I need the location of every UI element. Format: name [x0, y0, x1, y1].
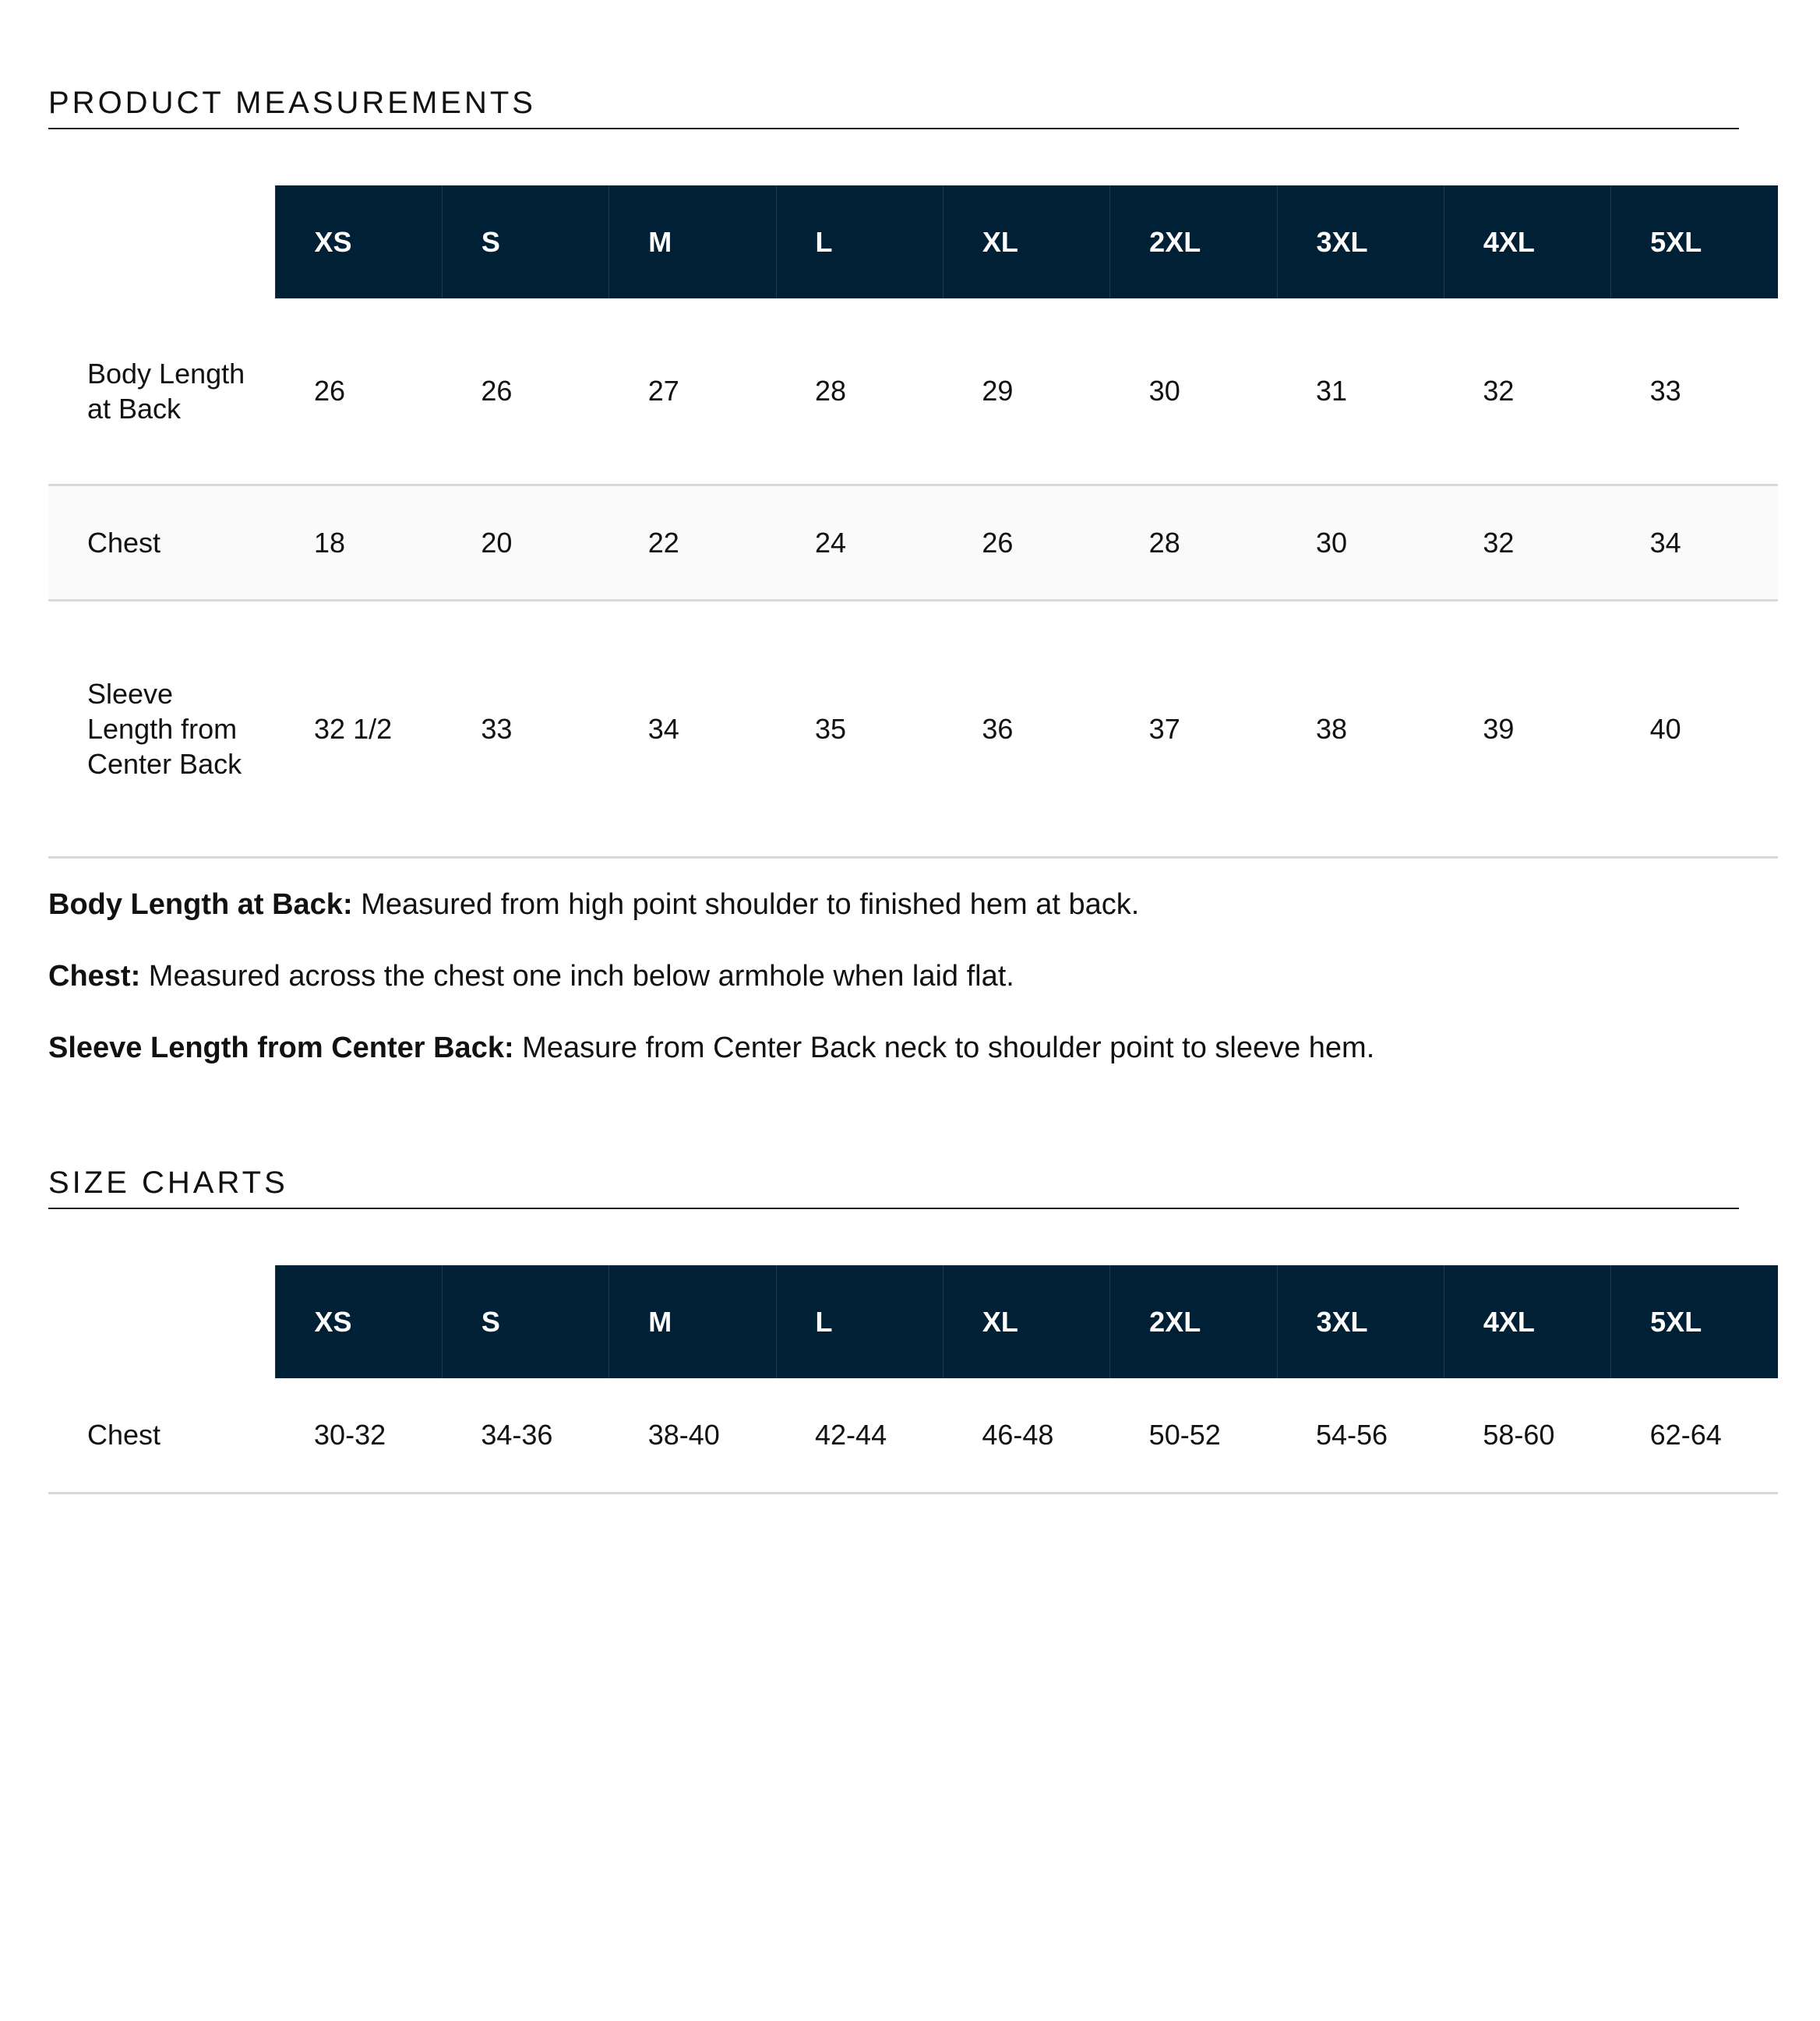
note-text: Measured from high point shoulder to finished hem at back. — [352, 888, 1140, 921]
measurements-header-row — [48, 185, 1778, 298]
table-cell: 54-56 — [1277, 1378, 1444, 1493]
table-cell: 34-36 — [442, 1378, 608, 1493]
size-header: M — [609, 1265, 776, 1378]
size-chart-table — [48, 1265, 1778, 1494]
table-row — [48, 1378, 1778, 1493]
table-cell: 42-44 — [776, 1378, 943, 1493]
note-term: Sleeve Length from Center Back: — [48, 1032, 514, 1064]
note-chest — [48, 958, 1762, 994]
note-term: Chest: — [48, 960, 141, 993]
table-row — [48, 298, 1778, 485]
size-chart-header-row — [48, 1265, 1778, 1378]
measurements-title: PRODUCT MEASUREMENTS — [48, 84, 1739, 129]
table-cell: 30 — [1277, 485, 1444, 600]
size-header: 3XL — [1277, 185, 1444, 298]
row-label: Sleeve Length from Center Back — [48, 600, 275, 857]
size-header: L — [776, 185, 943, 298]
size-header: 2XL — [1110, 1265, 1277, 1378]
note-text: Measured across the chest one inch below armhole when laid flat. — [140, 960, 1014, 993]
size-header: 2XL — [1110, 185, 1277, 298]
note-term: Body Length at Back: — [48, 888, 353, 921]
size-charts-title: SIZE CHARTS — [48, 1164, 1739, 1209]
table-cell: 34 — [609, 600, 776, 857]
note-body-length — [48, 887, 1762, 922]
size-header: XL — [943, 185, 1109, 298]
table-cell: 33 — [442, 600, 608, 857]
table-cell: 26 — [275, 298, 442, 485]
table-cell: 58-60 — [1444, 1378, 1610, 1493]
table-row — [48, 600, 1778, 857]
size-header: 5XL — [1611, 185, 1778, 298]
note-sleeve-length — [48, 1030, 1762, 1066]
size-header: S — [442, 185, 608, 298]
table-cell: 32 1/2 — [275, 600, 442, 857]
table-cell: 34 — [1611, 485, 1778, 600]
table-cell: 29 — [943, 298, 1109, 485]
header-blank-cell — [48, 1265, 275, 1378]
size-header: 4XL — [1444, 185, 1610, 298]
table-cell: 46-48 — [943, 1378, 1109, 1493]
table-cell: 33 — [1611, 298, 1778, 485]
size-header: L — [776, 1265, 943, 1378]
table-cell: 26 — [442, 298, 608, 485]
table-cell: 28 — [1110, 485, 1277, 600]
measurement-notes — [48, 887, 1762, 1102]
size-header: 5XL — [1611, 1265, 1778, 1378]
table-cell: 31 — [1277, 298, 1444, 485]
table-cell: 24 — [776, 485, 943, 600]
table-cell: 28 — [776, 298, 943, 485]
size-header: 3XL — [1277, 1265, 1444, 1378]
table-cell: 35 — [776, 600, 943, 857]
table-cell: 30 — [1110, 298, 1277, 485]
table-cell: 37 — [1110, 600, 1277, 857]
table-cell: 27 — [609, 298, 776, 485]
note-text: Measure from Center Back neck to shoulder point to sleeve hem. — [513, 1032, 1375, 1064]
table-cell: 39 — [1444, 600, 1610, 857]
row-label: Chest — [48, 1378, 275, 1493]
table-cell: 30-32 — [275, 1378, 442, 1493]
table-cell: 20 — [442, 485, 608, 600]
size-header: 4XL — [1444, 1265, 1610, 1378]
table-cell: 38-40 — [609, 1378, 776, 1493]
table-cell: 36 — [943, 600, 1109, 857]
table-cell: 50-52 — [1110, 1378, 1277, 1493]
table-cell: 62-64 — [1611, 1378, 1778, 1493]
row-label: Body Length at Back — [48, 298, 275, 485]
table-cell: 18 — [275, 485, 442, 600]
size-header: S — [442, 1265, 608, 1378]
table-cell: 32 — [1444, 298, 1610, 485]
size-header: XS — [275, 1265, 442, 1378]
table-cell: 22 — [609, 485, 776, 600]
table-cell: 38 — [1277, 600, 1444, 857]
table-cell: 32 — [1444, 485, 1610, 600]
size-header: M — [609, 185, 776, 298]
table-cell: 40 — [1611, 600, 1778, 857]
measurements-table — [48, 185, 1778, 859]
header-blank-cell — [48, 185, 275, 298]
table-cell: 26 — [943, 485, 1109, 600]
table-row — [48, 485, 1778, 600]
size-header: XL — [943, 1265, 1109, 1378]
size-header: XS — [275, 185, 442, 298]
row-label: Chest — [48, 485, 275, 600]
